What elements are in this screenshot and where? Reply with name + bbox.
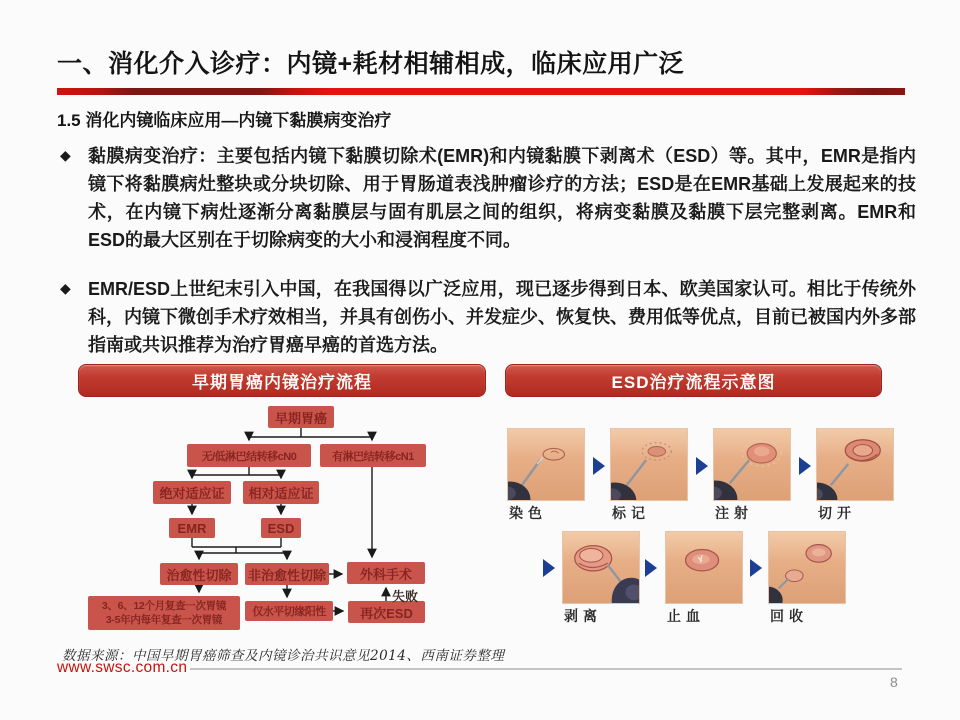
- flow-node-absolute-indication: 绝对适应证: [153, 481, 231, 504]
- footer-divider-line: [190, 668, 902, 670]
- esd-illustration-incision: [817, 429, 893, 500]
- flow-node-relative-indication: 相对适应证: [243, 481, 319, 504]
- company-website: www.swsc.com.cn: [57, 659, 188, 676]
- flow-node-horizontal-margin-positive: 仅水平切缘阳性: [245, 601, 333, 621]
- esd-illustration-dissection: [563, 532, 639, 603]
- esd-step-image-hemostasis: [665, 531, 743, 604]
- flow-node-early-gastric-cancer: 早期胃癌: [268, 406, 334, 428]
- esd-procedure-strip: [505, 415, 907, 647]
- next-step-arrow-icon: [543, 559, 555, 577]
- bullet-item: [60, 275, 916, 359]
- banner-left-flowchart-title: 早期胃癌内镜治疗流程: [78, 364, 486, 397]
- early-gastric-cancer-flowchart: [75, 400, 505, 645]
- esd-step-label-marking: 标记: [612, 505, 650, 521]
- esd-illustration-retrieval: [769, 532, 845, 603]
- flow-node-emr: EMR: [169, 518, 215, 538]
- flow-node-noncurative-resection: 非治愈性切除: [245, 563, 329, 585]
- bullet-text: EMR/ESD上世纪末引入中国，在我国得以广泛应用，现已逐步得到日本、欧美国家认可。相比于传统外科，内镜下微创手术疗效相当，并具有创伤小、并发症少、恢复快、费用低等优点，目前已被国内外多部指南或共识推荐为治疗胃癌早癌的首选方法。: [88, 279, 916, 355]
- esd-illustration-staining: [508, 429, 584, 500]
- esd-illustration-injection: [714, 429, 790, 500]
- next-step-arrow-icon: [696, 457, 708, 475]
- page-number: 8: [890, 674, 898, 690]
- esd-step-image-marking: [610, 428, 688, 501]
- esd-step-label-dissection: 剥离: [564, 608, 602, 624]
- flow-node-esd: ESD: [261, 518, 301, 538]
- title-underline-bar: [57, 88, 905, 95]
- banner-right-esd-title: ESD治疗流程示意图: [505, 364, 882, 397]
- esd-step-label-hemostasis: 止血: [667, 608, 705, 624]
- esd-step-label-retrieval: 回收: [770, 608, 808, 624]
- flow-node-cn1: 有淋巴结转移cN1: [320, 444, 426, 467]
- flow-node-followup-line2: 3-5年内每年复查一次胃镜: [105, 614, 223, 626]
- esd-step-label-injection: 注射: [715, 505, 753, 521]
- next-step-arrow-icon: [593, 457, 605, 475]
- diamond-bullet-icon: ◆: [60, 147, 71, 163]
- esd-step-label-staining: 染色: [509, 505, 547, 521]
- flow-node-surgery: 外科手术: [347, 562, 425, 584]
- esd-step-image-injection: [713, 428, 791, 501]
- esd-step-image-retrieval: [768, 531, 846, 604]
- bullet-list: [60, 142, 916, 380]
- data-source-note: 数据来源：中国早期胃癌筛查及内镜诊治共识意见2014、西南证券整理: [62, 648, 505, 664]
- flow-node-repeat-esd: 再次ESD: [348, 601, 425, 623]
- bullet-text: 黏膜病变治疗：主要包括内镜下黏膜切除术(EMR)和内镜黏膜下剥离术（ESD）等。其中，EMR是指内镜下将黏膜病灶整块或分块切除、用于胃肠道表浅肿瘤诊疗的方法；ESD是在EMR基础上发展起来的技术，在内镜下病灶逐渐分离黏膜层与固有肌层之间的组织，将病变黏膜及黏膜下层完整剥离。EMR和ESD的最大区别在于切除病变的大小和浸润程度不同。: [88, 146, 916, 250]
- esd-illustration-hemostasis: [666, 532, 742, 603]
- flow-node-followup-line1: 3、6、12个月复查一次胃镜: [101, 600, 227, 612]
- bullet-item: [60, 142, 916, 254]
- esd-step-image-incision: [816, 428, 894, 501]
- esd-step-image-staining: [507, 428, 585, 501]
- section-subtitle: 1.5 消化内镜临床应用—内镜下黏膜病变治疗: [57, 111, 392, 130]
- esd-step-image-dissection: [562, 531, 640, 604]
- fail-label: 失败: [392, 589, 419, 604]
- flow-node-followup: [88, 596, 240, 630]
- flow-node-curative-resection: 治愈性切除: [160, 563, 238, 585]
- diamond-bullet-icon: ◆: [60, 280, 71, 296]
- esd-step-label-incision: 切开: [818, 505, 856, 521]
- page-title: 一、消化介入诊疗：内镜+耗材相辅相成，临床应用广泛: [57, 50, 685, 78]
- flow-node-cn0: 无/低淋巴结转移cN0: [187, 444, 311, 467]
- next-step-arrow-icon: [799, 457, 811, 475]
- esd-illustration-marking: [611, 429, 687, 500]
- next-step-arrow-icon: [645, 559, 657, 577]
- next-step-arrow-icon: [750, 559, 762, 577]
